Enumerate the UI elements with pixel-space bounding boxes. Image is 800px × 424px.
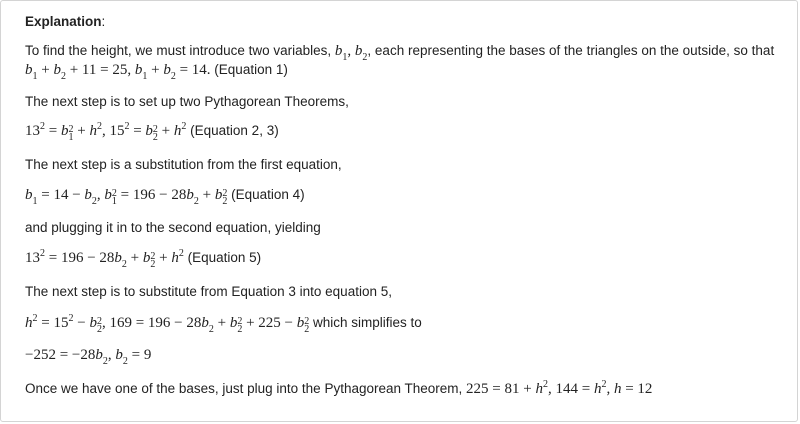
explanation-heading: Explanation: [25, 14, 102, 29]
substitution-math: $h^2 = 15^2 - b$ 2 2 , $169 = 196 - 28b_2 + b$ 2 2 + 225 − b 2 2: [25, 313, 310, 335]
equation-2-3-math: $13^2 = b$ 2 1 + $h^2$, $15^2 = b$ 2 2 + $h^2$: [25, 121, 187, 143]
substitution-line: [25, 314, 422, 334]
equation-4-math: $b_1 = 14 - b_2$, b 2 1 = $196 - 28b_2 + b$ 2 2: [25, 187, 228, 207]
paragraph-6-text: Once we have one of the bases, just plug into the Pythagorean Theorem,: [25, 381, 463, 396]
paragraph-1: [25, 42, 775, 63]
paragraph-3: The next step is a substitution from the first equation,: [25, 157, 342, 172]
equation-2-3-line: [25, 122, 279, 142]
paragraph-4: and plugging it in to the second equation, yielding: [25, 220, 321, 235]
paragraph-2: The next step is to set up two Pythagorean Theorems,: [25, 94, 349, 109]
heading-colon: :: [101, 14, 106, 29]
paragraph-1-text: To find the height, we must introduce two variables,: [25, 43, 335, 58]
paragraph-5: The next step is to substitute from Equation 3 into equation 5,: [25, 284, 392, 299]
equation-1-math: $b_1 + b_2 + 11 = 25$, $b_1 + b_2 = 14$.: [25, 62, 211, 82]
equation-5-label: (Equation 5): [187, 250, 262, 265]
final-answer-math: $225 = 81 + h^2$, $144 = h^2$, h = 12: [466, 379, 653, 397]
equation-4-label: (Equation 4): [231, 187, 305, 202]
equation-1-line: [25, 61, 288, 82]
equation-1-label: (Equation 1): [214, 62, 288, 77]
equation-4-line: [25, 186, 305, 206]
result-math: $-252 = -28b_2$, $b_2 = 9$: [25, 347, 152, 367]
equation-5-line: [25, 249, 261, 269]
paragraph-6: [25, 380, 652, 398]
result-line: [25, 346, 152, 367]
paragraph-1-text-continued: , each representing the bases of the triangles on the outside, so that: [367, 43, 775, 58]
simplifies-text: which simplifies to: [313, 315, 422, 330]
equation-5-math: $13^2 = 196 - 28b_2 + b$ 2 2 + $h^2$: [25, 248, 184, 270]
equation-2-3-label: (Equation 2, 3): [190, 123, 279, 138]
variables-math: $b_1$, $b_2$: [334, 43, 368, 63]
explanation-heading-line: [25, 13, 105, 31]
